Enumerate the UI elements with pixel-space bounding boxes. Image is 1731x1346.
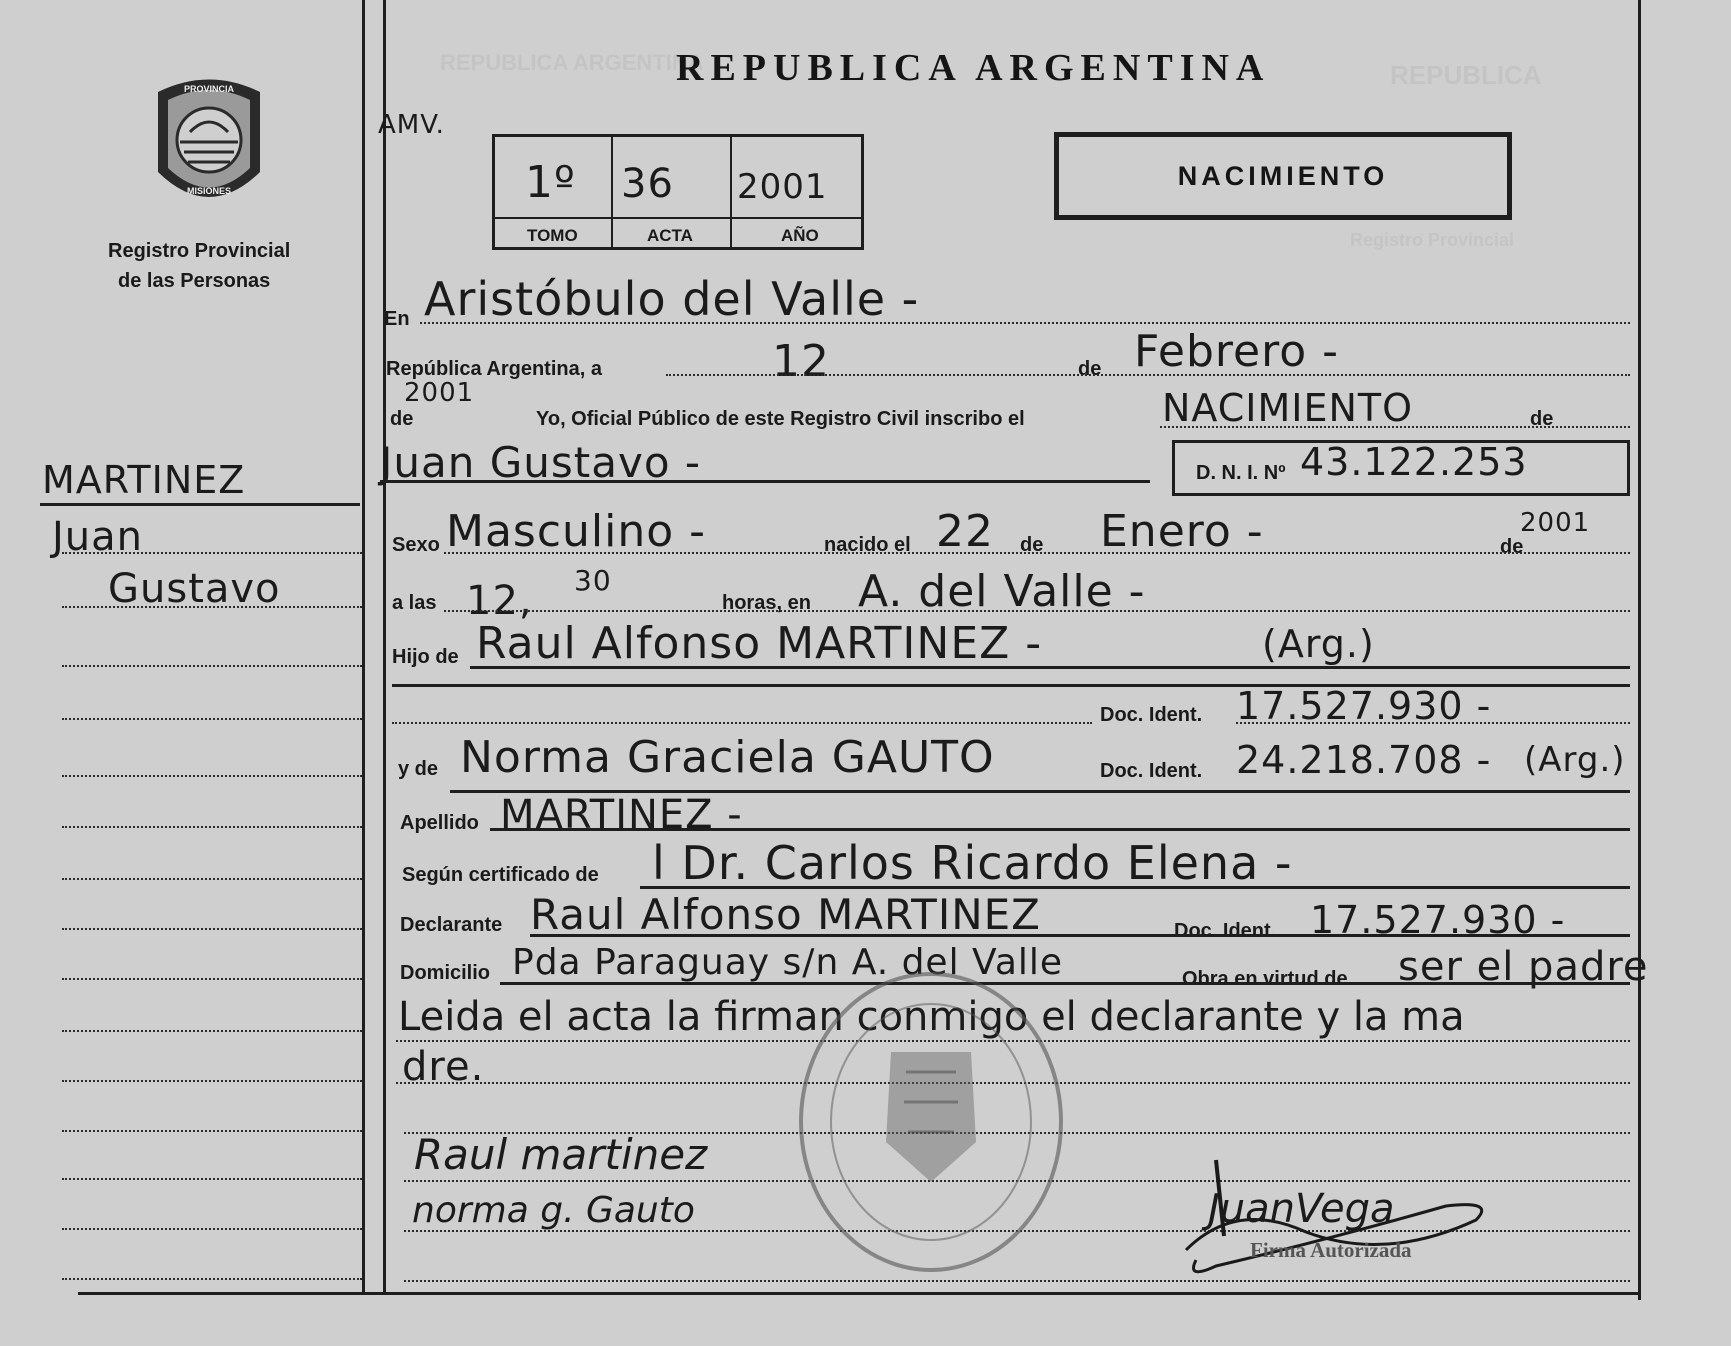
hijo-label: Hijo de — [392, 646, 459, 668]
de-label-person: de — [1530, 408, 1554, 430]
record-id-box — [492, 134, 864, 250]
yo-text: Yo, Oficial Público de este Registro Civil inscribo el — [536, 408, 1025, 430]
registration-year: 2001 — [404, 378, 475, 408]
place-of-registration: Aristóbulo del Valle - — [424, 272, 920, 326]
registered-person: Juan Gustavo - — [380, 438, 702, 487]
ano-value: 2001 — [737, 167, 828, 207]
apellido-label: Apellido — [400, 812, 479, 834]
margin-given-name-2: Gustavo — [108, 566, 281, 612]
leida-line-2: dre. — [402, 1044, 485, 1090]
firma-label: Firma Autorizada — [1250, 1238, 1412, 1262]
form-left-border — [383, 0, 386, 1295]
declarante-doc-label: Doc. Ident. — [1174, 920, 1277, 942]
certificate-doctor: l Dr. Carlos Ricardo Elena - — [652, 836, 1293, 890]
ano-label: AÑO — [781, 226, 819, 245]
document-type-box — [1054, 132, 1512, 220]
registration-day: 12 — [772, 336, 830, 387]
dni-value: 43.122.253 — [1300, 440, 1528, 484]
de-label-birth-month: de — [1020, 534, 1044, 556]
father-doc-label: Doc. Ident. — [1100, 704, 1203, 726]
registry-name-line2: de las Personas — [118, 270, 271, 292]
birth-minute: 30 — [574, 564, 612, 597]
left-panel-divider — [362, 0, 365, 1295]
seal-bottom-text: MISIONES — [186, 186, 232, 196]
yde-label: y de — [398, 758, 439, 780]
father-doc: 17.527.930 - — [1236, 684, 1492, 728]
republica-label: República Argentina, a — [386, 358, 602, 380]
registration-month: Febrero - — [1134, 326, 1340, 377]
mother-signature: norma g. Gauto — [412, 1190, 695, 1231]
birth-year: 2001 — [1520, 508, 1591, 538]
declarante-doc: 17.527.930 - — [1310, 898, 1566, 942]
father-name: Raul Alfonso MARTINEZ - — [476, 618, 1043, 669]
birth-hour: 12, — [466, 578, 533, 624]
document-type: NACIMIENTO — [1177, 160, 1389, 191]
nacido-label: nacido el — [824, 534, 911, 556]
acta-label: ACTA — [647, 226, 693, 245]
en-label: En — [384, 308, 410, 330]
birth-place: A. del Valle - — [858, 566, 1146, 617]
sexo-value: Masculino - — [446, 506, 707, 557]
father-signature: Raul martinez — [414, 1130, 708, 1179]
de-label-year: de — [390, 408, 414, 430]
registry-name-line1: Registro Provincial — [108, 240, 291, 262]
mother-doc: 24.218.708 - — [1236, 738, 1492, 782]
obra-value: ser el padre — [1398, 944, 1649, 990]
form-right-border — [1638, 0, 1641, 1300]
registered-act: NACIMIENTO — [1162, 386, 1414, 430]
official-signature: JuanVega — [1208, 1186, 1395, 1232]
alas-label: a las — [392, 592, 437, 614]
clerk-initials: AMV. — [378, 110, 445, 140]
domicilio-label: Domicilio — [400, 962, 491, 984]
official-stamp-icon — [786, 962, 1076, 1282]
segun-label: Según certificado de — [402, 864, 599, 886]
tomo-label: TOMO — [527, 226, 578, 245]
birth-month: Enero - — [1100, 506, 1264, 557]
de-label-month: de — [1078, 358, 1102, 380]
margin-surname: MARTINEZ — [42, 458, 246, 502]
provincial-seal-icon — [148, 72, 270, 212]
leida-line-1: Leida el acta la firman conmigo el declarante y la ma — [398, 994, 1465, 1040]
obra-label: Obra en virtud de — [1182, 968, 1348, 990]
declarante-label: Declarante — [400, 914, 503, 936]
acta-value: 36 — [621, 161, 674, 207]
margin-given-name-1: Juan — [52, 514, 144, 560]
mother-name: Norma Graciela GAUTO — [460, 732, 995, 783]
domicilio-value: Pda Paraguay s/n A. del Valle — [512, 942, 1064, 983]
dni-label: D. N. I. Nº — [1196, 462, 1286, 484]
sexo-label: Sexo — [392, 534, 440, 556]
declarante-name: Raul Alfonso MARTINEZ — [530, 890, 1041, 939]
mother-nationality: (Arg.) — [1524, 740, 1626, 780]
birth-day: 22 — [936, 506, 994, 557]
mother-doc-label: Doc. Ident. — [1100, 760, 1203, 782]
tomo-value: 1º — [525, 157, 576, 208]
father-nationality: (Arg.) — [1262, 622, 1375, 666]
seal-top-text: PROVINCIA — [183, 84, 235, 94]
apellido-value: MARTINEZ - — [500, 792, 743, 838]
horas-label: horas, en — [722, 592, 811, 614]
country-title: REPUBLICA ARGENTINA — [676, 47, 1271, 89]
de-label-birth-year: de — [1500, 536, 1524, 558]
